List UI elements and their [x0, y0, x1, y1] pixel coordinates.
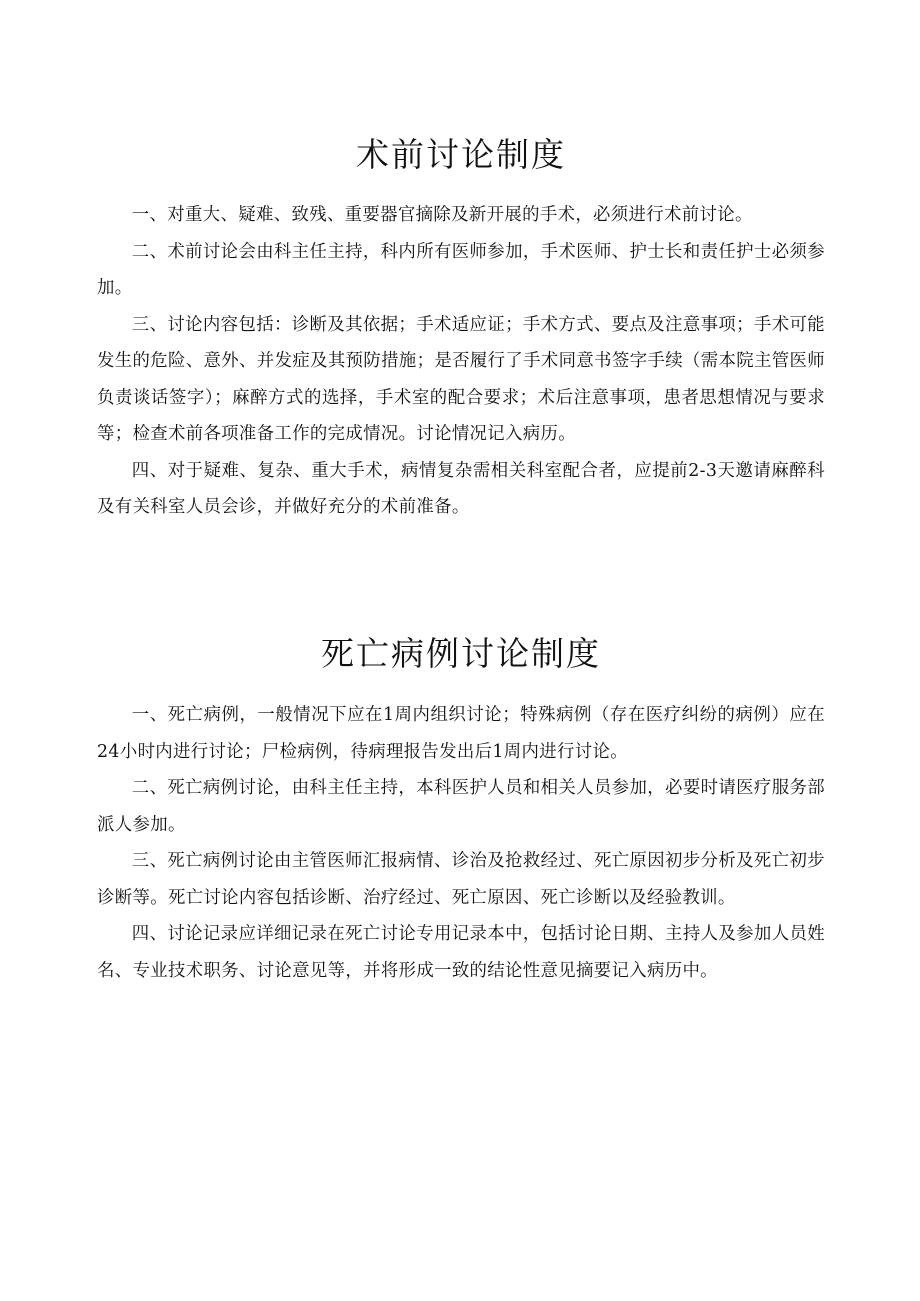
section2-body	[97, 697, 825, 989]
section1-paragraph-2: 二、术前讨论会由科主任主持，科内所有医师参加，手术医师、护士长和责任护士必须参加。	[97, 241, 825, 298]
section2-title: 死亡病例讨论制度	[321, 634, 601, 673]
section1-paragraph-1: 一、对重大、疑难、致残、重要器官摘除及新开展的手术，必须进行术前讨论。	[131, 205, 753, 225]
section1-paragraph-4: 四、对于疑难、复杂、重大手术，病情复杂需相关科室配合者，应提前2-3天邀请麻醉科及有关科室人员会诊，并做好充分的术前准备。	[97, 460, 825, 517]
section2-paragraph-2: 二、死亡病例讨论，由科主任主持，本科医护人员和相关人员参加，必要时请医疗服务部派人参加。	[97, 778, 825, 835]
section2-paragraph-3: 三、死亡病例讨论由主管医师汇报病情、诊治及抢救经过、死亡原因初步分析及死亡初步诊断等。死亡讨论内容包括诊断、治疗经过、死亡原因、死亡诊断以及经验教训。	[97, 851, 825, 908]
section2-paragraph-4: 四、讨论记录应详细记录在死亡讨论专用记录本中，包括讨论日期、主持人及参加人员姓名、专业技术职务、讨论意见等，并将形成一致的结论性意见摘要记入病历中。	[97, 924, 825, 981]
section1-title: 术前讨论制度	[356, 135, 566, 174]
section1-body	[97, 197, 825, 526]
section2-paragraph-1: 一、死亡病例，一般情况下应在1周内组织讨论；特殊病例（存在医疗纠纷的病例）应在24小时内进行讨论；尸检病例，待病理报告发出后1周内进行讨论。	[97, 705, 825, 762]
section1-paragraph-3: 三、讨论内容包括：诊断及其依据；手术适应证；手术方式、要点及注意事项；手术可能发生的危险、意外、并发症及其预防措施；是否履行了手术同意书签字手续（需本院主管医师负责谈话签字）；麻醉方式的选择，手术室的配合要求；术后注意事项，患者思想情况与要求等；检查术前各项准备工作的完成情况。讨论情况记入病历。	[97, 314, 825, 444]
